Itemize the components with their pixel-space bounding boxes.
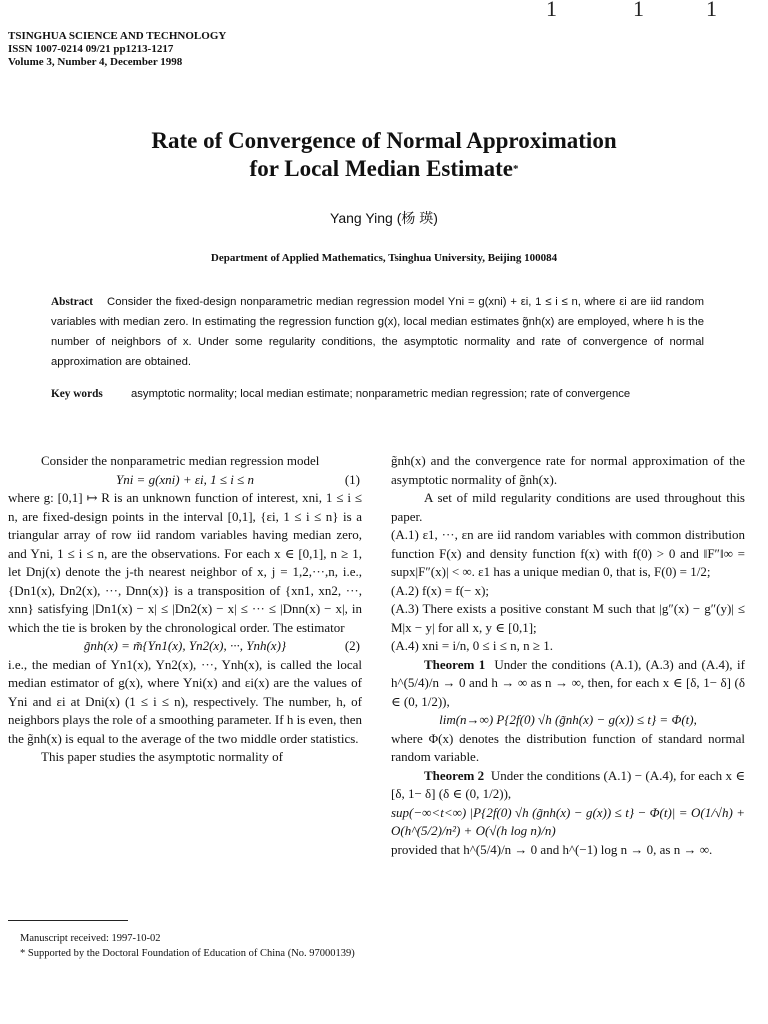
condition-a3: (A.3) There exists a positive constant M such that |g″(x) − g″(y)| ≤ M|x − y| for all x, y ∈ [0,1];: [391, 601, 745, 635]
corner-mark: 1: [706, 0, 717, 21]
footnote-received: Manuscript received: 1997-10-02: [20, 933, 161, 944]
corner-mark: 1: [546, 0, 557, 21]
keywords-label: Key words: [51, 388, 103, 400]
footnote-support: * Supported by the Doctoral Foundation of Education of China (No. 97000139): [20, 948, 355, 959]
author: Yang Ying (杨 瑛): [330, 210, 438, 226]
corner-mark: 1: [633, 0, 644, 21]
theorem-1-equation: [391, 711, 745, 730]
keywords: [51, 384, 704, 404]
journal-volume: Volume 3, Number 4, December 1998: [8, 56, 183, 68]
title-line-1: Rate of Convergence of Normal Approximation: [151, 128, 617, 153]
paragraph: where Φ(x) denotes the distribution function of standard normal random variable.: [391, 730, 745, 764]
paragraph: This paper studies the asymptotic normality of: [41, 749, 283, 764]
abstract: [51, 292, 704, 372]
journal-name: TSINGHUA SCIENCE AND TECHNOLOGY: [8, 30, 227, 42]
theorem-2: [391, 767, 745, 804]
theorem-2-text: Under the conditions (A.1) − (A.4), for each x ∈ [δ, 1− δ] (δ ∈ (0, 1/2)),: [391, 767, 745, 801]
journal-header: [8, 30, 226, 69]
page-corner-marks: [540, 0, 740, 20]
equation-number: (2): [344, 638, 360, 653]
theorem-1-text: Under the conditions (A.1), (A.3) and (A.4), if h^(5/4)/n → 0 and h → ∞ as n → ∞, then, for each x ∈ [δ, 1− δ] (δ ∈ (0, 1/2)),: [391, 656, 745, 709]
title-footnote-mark: *: [512, 163, 519, 175]
condition-a2: (A.2) f(x) = f(− x);: [391, 582, 490, 598]
condition-a1: (A.1) ε1, ···, εn are iid random variables with common distribution function F(x) and density function f(x) with f(0) > 0 and ‖F″‖∞ = supx|F″(x)| < ∞. ε1 has a unique median 0, that is, F(0) = 1/2;: [391, 527, 745, 579]
equation-body: Yni = g(xni) + εi, 1 ≤ i ≤ n: [115, 471, 255, 487]
condition-a4: (A.4) xni = i/n, 0 ≤ i ≤ n, n ≥ 1.: [391, 638, 553, 653]
theorem-2-label: Theorem 2: [424, 767, 485, 783]
footnote-divider: [8, 920, 128, 921]
paragraph: i.e., the median of Yn1(x), Yn2(x), ···, Ynh(x), is called the local median estimator of g(x), where Yni(x) and εi(x) are the values of Yni and εi at Dni(x) (1 ≤ i ≤ n), respectively. The number, h, of neighbors plays the role of a smoothing parameter. If h is even, then the g̃nh(x) is equal to the average of the two middle order statistics.: [8, 656, 362, 746]
body-column-right: [391, 452, 745, 859]
theorem-1-label: Theorem 1: [424, 656, 486, 672]
paragraph: Consider the nonparametric median regression model: [41, 453, 320, 468]
abstract-label: Abstract: [51, 296, 94, 308]
equation-body: sup(−∞<t<∞) |P{2f(0) √h (g̃nh(x) − g(x)) ≤ t} − Φ(t)| = O(1/√h) + O(h^(5/2)/n²) + O(√(h log n)/n): [391, 804, 745, 838]
theorem-2-equation: [391, 804, 745, 841]
journal-issn: ISSN 1007-0214 09/21 pp1213-1217: [8, 43, 174, 55]
footnotes: [20, 932, 365, 960]
paragraph: where g: [0,1] ↦ R is an unknown function of interest, xni, 1 ≤ i ≤ n, are fixed-design points in the interval [0,1], {εi, 1 ≤ i ≤ n} is a triangular array of row iid random variables having median zero, and Yni, 1 ≤ i ≤ n, are the observations. For each x ∈ [0,1], n ≥ 1, let Dnj(x) denote the j-th nearest neighbor of x, j = 1,2,···,n, i.e., {Dn1(x), Dn2(x), ···, Dnn(x)} is a transposition of {xn1, xn2, ···, xnn} satisfying |Dn1(x) − x| ≤ |Dn2(x) − x| ≤ ··· ≤ |Dnn(x) − x|, in which the tie is broken by the chronological order. The estimator: [8, 490, 362, 635]
equation-body: lim(n→∞) P{2f(0) √h (g̃nh(x) − g(x)) ≤ t} = Φ(t),: [439, 712, 697, 727]
body-column-left: [8, 452, 362, 767]
equation-1: [8, 471, 362, 490]
equation-number: (1): [344, 471, 360, 487]
keywords-text: asymptotic normality; local median estimate; nonparametric median regression; rate of convergence: [131, 388, 631, 400]
theorem-1: [391, 656, 745, 712]
paper-title: [0, 127, 768, 183]
paragraph: provided that h^(5/4)/n → 0 and h^(−1) log n → 0, as n → ∞.: [391, 841, 713, 857]
equation-body: g̃nh(x) = m̃{Yn1(x), Yn2(x), ···, Ynh(x)}: [83, 638, 287, 653]
affiliation: Department of Applied Mathematics, Tsinghua University, Beijing 100084: [210, 252, 558, 264]
abstract-text: Consider the fixed-design nonparametric median regression model Yni = g(xni) + εi, 1 ≤ i ≤ n, where εi are iid random variables with median zero. In estimating the regression function g(x), local median estimates g̃nh(x) are employed, where h is the number of neighbors of x. Under some regularity conditions, the asymptotic normality and rate of convergence of normal approximation are obtained.: [51, 296, 704, 368]
title-line-2: for Local Median Estimate: [249, 156, 513, 181]
paragraph: A set of mild regularity conditions are used throughout this paper.: [391, 490, 745, 524]
equation-2: [8, 637, 362, 656]
paragraph: g̃nh(x) and the convergence rate for normal approximation of the asymptotic normality of g̃nh(x).: [391, 453, 745, 487]
